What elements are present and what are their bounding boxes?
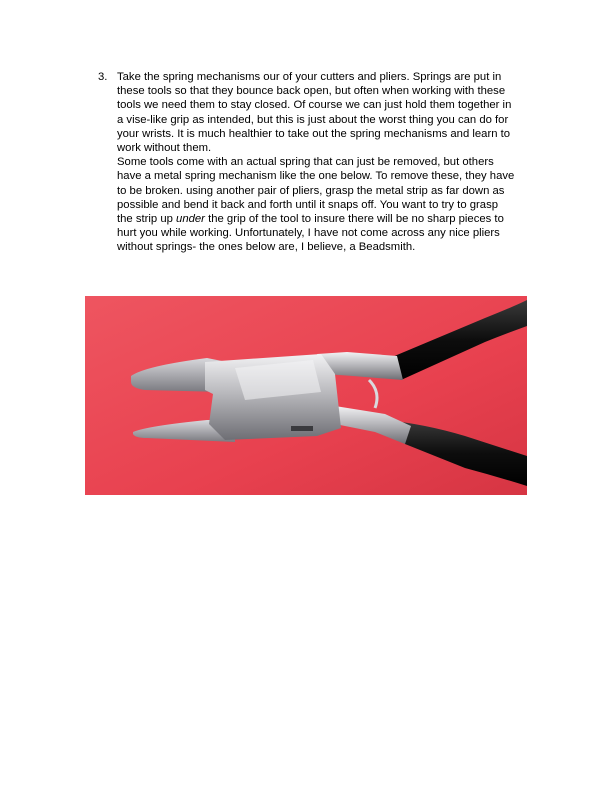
paragraph-line: have a metal spring mechanism like the one below. To remove these, they have — [117, 170, 515, 183]
paragraph-line: tools we need them to stay closed. Of course we can just hold them together in — [117, 99, 512, 112]
text-segment: the strip up — [117, 213, 177, 226]
pliers-illustration — [85, 296, 527, 495]
paragraph-line-with-emphasis — [117, 212, 549, 226]
text-segment: the grip of the tool to insure there will be no sharp pieces to — [204, 213, 504, 226]
pliers-photo — [85, 296, 527, 495]
paragraph-line: a vise-like grip as intended, but this is just about the worst thing you can do for — [117, 113, 509, 126]
paragraph-line: to be broken. using another pair of pliers, grasp the metal strip as far down as — [117, 184, 505, 197]
emphasized-word: under — [176, 213, 205, 226]
joint-slot — [291, 426, 313, 431]
paragraph-line: possible and bend it back and forth until it snaps off. You want to try to grasp — [117, 198, 498, 211]
paragraph-line: hurt you while working. Unfortunately, I have not come across any nice pliers — [117, 227, 500, 240]
paragraph-line: these tools so that they bounce back open, but often when working with these — [117, 85, 506, 98]
paragraph-line: work without them. — [117, 142, 212, 155]
paragraph-line: Take the spring mechanisms our of your cutters and pliers. Springs are put in — [117, 71, 502, 83]
paragraph-line: without springs- the ones below are, I believe, a Beadsmith. — [117, 241, 416, 254]
paragraph-line: Some tools come with an actual spring that can just be removed, but others — [117, 156, 494, 169]
list-item-body — [117, 70, 549, 255]
list-item-number: 3. — [98, 71, 108, 83]
paragraph-line: your wrists. It is much healthier to take out the spring mechanisms and learn to — [117, 127, 511, 140]
